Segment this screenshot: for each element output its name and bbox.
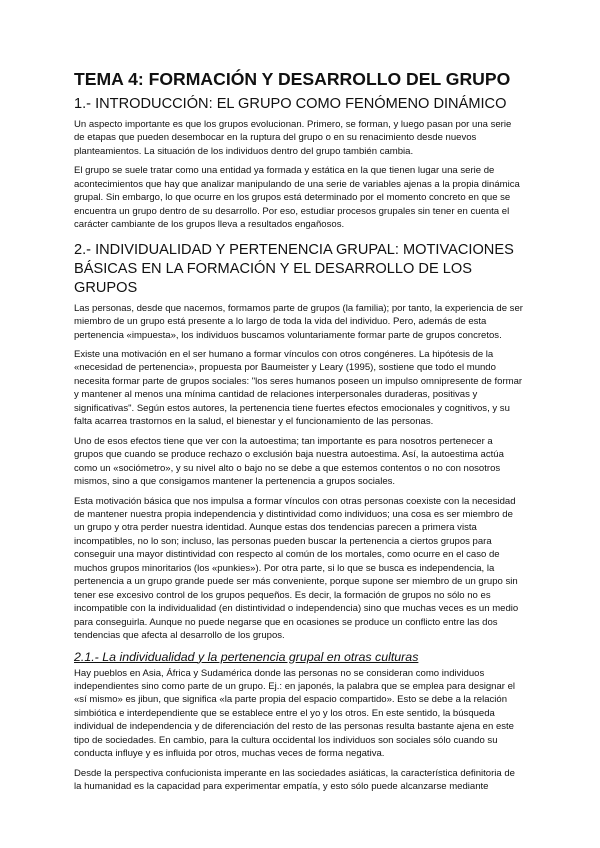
section-2-paragraph: Existe una motivación en el ser humano a formar vínculos con otros congéneres. La hipótesis de la «necesidad de pertenencia», propuesta por Baumeister y Leary (1995), sostiene que todo el mundo necesita formar parte de grupos sociales: "los seres humanos poseen un impulso omnipresente de formar y mantener al menos una mínima cantidad de relaciones interpersonales duraderas, positivas y significativas". Según estos autores, la pertenencia tiene fuertes efectos emocionales y cognitivos, y su falta acarrea trastornos en la salud, el bienestar y el funcionamiento de las personas. xyxy=(74,348,523,428)
section-1-paragraph: Un aspecto importante es que los grupos evolucionan. Primero, se forman, y luego pasan por una serie de etapas que pueden desembocar en la ruptura del grupo o en su renacimiento desde nuevos planteamientos. La situación de los individuos dentro del grupo también cambia. xyxy=(74,119,512,157)
section-2-paragraph: Esta motivación básica que nos impulsa a formar vínculos con otras personas coexiste con la necesidad de mantener nuestra propia independencia y distintividad como individuos; una cosa es ser miembro de un grupo y otra perder nuestra identidad. Aunque estas dos tendencias parecen a primera vista incompatibles, no lo son; incluso, las personas pueden buscar la pertenencia a ciertos grupos para conseguir una mayor distintividad con respecto al común de los mortales, como ocurre en el caso de muchos grupos minoritarios (los «punkies»). Por otra parte, si lo que se busca es independencia, la pertenencia a un grupo grande puede ser más conveniente, porque supone ser miembro de un grupo sin tener ese excesivo control de los grupos pequeños. Es decir, la formación de grupos no sólo no es incompatible con la individualidad (en distintividad o independencia) sino que muchas veces es un medio para conseguirla. Aunque no puede negarse que en ocasiones se produce un conflicto entre las dos tendencias que afecta al desarrollo de los grupos. xyxy=(74,495,519,642)
section-2-paragraph: Uno de esos efectos tiene que ver con la autoestima; tan importante es para nosotros pertenecer a grupos que cuando se produce rechazo o exclusión baja nuestra autoestima. Así, la autoestima actúa como un «sociómetro», y su nivel alto o bajo no se debe a que estemos contentos o no con nosotros mismos, sino a que consigamos mantener la pertenencia a grupos sociales. xyxy=(74,435,504,488)
section-1-paragraph: El grupo se suele tratar como una entidad ya formada y estática en la que tienen lugar una serie de acontecimientos que hay que analizar manipulando de una serie de variables ajenas a la propia dinámica grupal. Sin embargo, lo que ocurre en los grupos está determinado por el momento concreto en que se encuentra un grupo dentro de su desarrollo. Por eso, estudiar procesos grupales sin tener en cuenta el carácter cambiante de los grupos lleva a resultados engañosos. xyxy=(74,165,520,231)
section-2-paragraph: Las personas, desde que nacemos, formamos parte de grupos (la familia); por tanto, la experiencia de ser miembro de un grupo está presente a lo largo de toda la vida del individuo. Pero, además de esta pertenencia «impuesta», los individuos buscamos voluntariamente formar parte de grupos concretos. xyxy=(74,302,523,341)
section-1-heading: 1.- INTRODUCCIÓN: EL GRUPO COMO FENÓMENO DINÁMICO xyxy=(74,96,507,112)
section-2-heading: 2.- INDIVIDUALIDAD Y PERTENENCIA GRUPAL: MOTIVACIONES BÁSICAS EN LA FORMACIÓN Y EL DESARROLLO DE LOS GRUPOS xyxy=(74,241,514,296)
section-2-1-heading: 2.1.- La individualidad y la pertenencia grupal en otras culturas xyxy=(74,649,419,664)
document-title: TEMA 4: FORMACIÓN Y DESARROLLO DEL GRUPO xyxy=(74,69,511,89)
section-2-1-paragraph: Hay pueblos en Asia, África y Sudamérica donde las personas no se consideran como individuos independientes sino como parte de un grupo. Ej.: en japonés, la palabra que se emplea para designar el «sí mismo» es jibun, que significa «la parte propia del espacio compartido». Esto se debe a la relación simbiótica e interdependiente que se establece entre el yo y los otros. En este sentido, la búsqueda individual de independencia y de diferenciación del resto de las personas resulta bastante ajena en este tipo de sociedades. En cambio, para la cultura occidental los individuos son sociales sólo cuando su conducta influye y es influida por otros, muchas veces de forma negativa. xyxy=(74,667,516,760)
section-2-1-paragraph: Desde la perspectiva confucionista imperante en las sociedades asiáticas, la característica definitoria de la humanidad es la capacidad para experimentar empatía, y esto sólo puede alcanzarse mediante xyxy=(74,767,515,793)
